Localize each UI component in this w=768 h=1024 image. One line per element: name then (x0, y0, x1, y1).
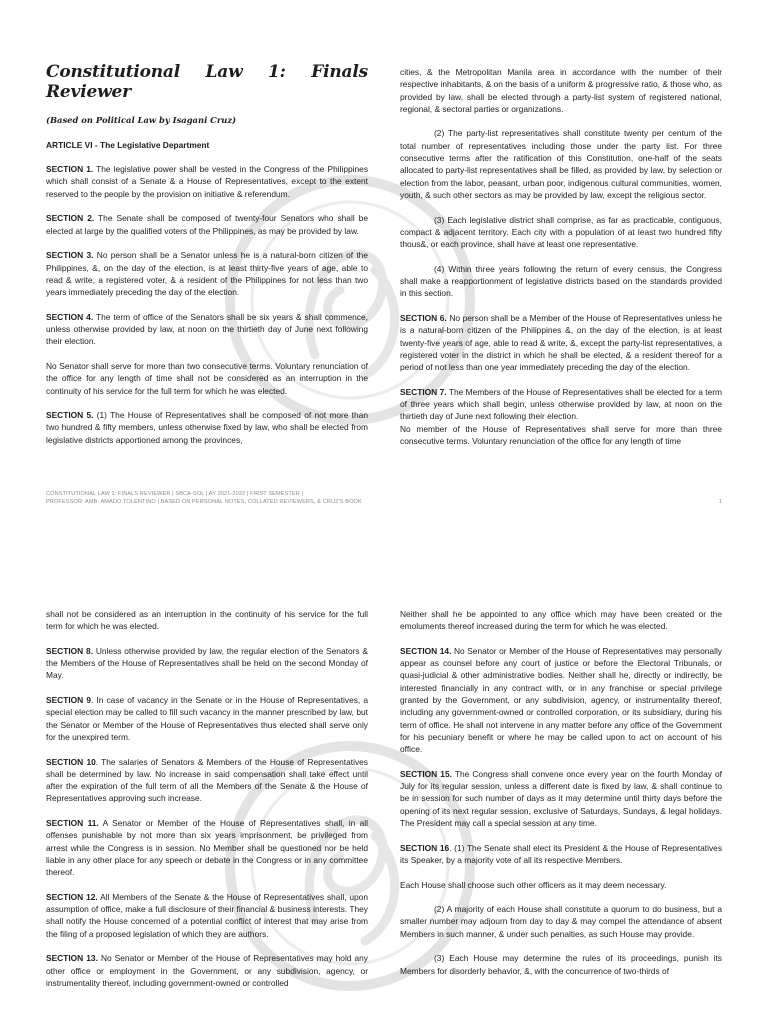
article-heading: ARTICLE VI - The Legislative Department (46, 139, 210, 150)
section-label: SECTION 16 (400, 842, 450, 853)
page-number: 1 (718, 499, 722, 505)
document-subtitle: (Based on Political Law by Isagani Cruz) (46, 115, 237, 126)
section-text: Each House shall choose such other officers as it may deem necessary. (400, 879, 667, 890)
section-paragraph (400, 386, 722, 423)
section-label: SECTION 14. (400, 645, 452, 656)
paragraph (46, 360, 368, 397)
document-page-2 (0, 606, 768, 1024)
paragraph (400, 952, 722, 977)
section-text: . (1) The Senate shall elect its President & the House of Representatives its Speaker, by a majority vote of all its respective Members. (400, 842, 723, 865)
section-text: cities, & the Metropolitan Manila area in accordance with the number of their respective inhabitants, & on the basis of a uniform & progressive ratio, & those who, as provided by law, shall be elected through a party-list system of registered national, regional, & sectoral parties or organizations. (400, 67, 722, 114)
document-title: Constitutional Law 1: Finals Reviewer (46, 62, 368, 102)
section-label: SECTION 4. (46, 311, 94, 322)
section-label: SECTION 7. (400, 386, 447, 397)
section-label: SECTION 12. (46, 891, 98, 902)
section-text: (2) A majority of each House shall constitute a quorum to do business, but a smaller number may adjourn from day to day & may compel the attendance of absent Members in such manner, & under such penalties, as such House may provide. (400, 904, 722, 939)
section-paragraph (46, 409, 368, 446)
section-paragraph (400, 645, 722, 756)
section-text: Unless otherwise provided by law, the regular election of the Senators & the Members of the House of Representatives shall be held on the second Monday of May. (46, 645, 368, 681)
section-paragraph (400, 768, 722, 829)
paragraph (400, 66, 722, 115)
section-text: No person shall be a Member of the House of Representatives unless he is a natural-born citizen of the Philippines &, on the day of the election, is at least twenty-five years of age, able to read & write, &, except the party-list representatives, a registered voter in the district in which he shall be elected, & a resident thereof for a period of not less than one year immediately preceding the day of the election. (400, 312, 722, 373)
page1-right-sections (400, 66, 722, 447)
section-text: (3) Each legislative district shall comprise, as far as practicable, contiguous, compact & adjacent territory. Each city with a population of at least two hundred fifty thous&, or each province, shall have at least one representative. (400, 214, 722, 250)
section-paragraph (46, 163, 368, 200)
section-text: No member of the House of Representatives shall serve for more than three consecutive terms. Voluntary renunciation of the office for any length of time (400, 423, 722, 446)
section-text: (3) Each House may determine the rules of its proceedings, punish its Members for disorderly behavior, &, with the concurrence of two-thirds of (400, 953, 722, 976)
section-text: The Congress shall convene once every year on the fourth Monday of July for its regular session, unless a different date is fixed by law, & shall continue to be in session for such number of days as it may determine until thirty days before the opening of its next regular session, exclusive of Saturdays, Sundays, & legal holidays. The President may call a special session at any time. (400, 768, 722, 829)
footer-line-1: CONSTITUTIONAL LAW 1: FINALS REVIEWER | SBCA-SOL | AY 2021-2022 | FIRST SEMESTER | (46, 491, 304, 497)
section-text: No Senator or Member of the House of Representatives may personally appear as counsel before any court of justice or before the Electoral Tribunals, or quasi-judicial & other administrative bodies. Neither shall he, directly or indirectly, be interested financially in any contract with, or in any franchise or special privilege granted by the Government, or any subdivision, agency, or instrumentality thereof, including any government-owned or controlled corporation, or its subsidiary, during his term of office. He shall not intervene in any matter before any office of the Government for his pecuniary benefit or where he may be called upon to act on account of his office. (400, 645, 722, 755)
section-text: shall not be considered as an interruption in the continuity of his service for the full term for which he was elected. (46, 609, 368, 632)
page1-right-column (400, 66, 722, 460)
section-text: No person shall be a Senator unless he is a natural-born citizen of the Philippines, &, on the day of the election, is at least thirty-five years of age, able to read & write, a registered voter, & a resident of the Philippines for not less than two years immediately preceding the day of the election. (46, 250, 368, 298)
section-text: The Senate shall be composed of twenty-four Senators who shall be elected at large by the qualified voters of the Philippines, as may be provided by law. (46, 213, 368, 236)
section-text: All Members of the Senate & the House of Representatives shall, upon assumption of office, make a full disclosure of their financial & business interests. They shall notify the House concerned of a potential conflict of interest that may arise from the filing of a proposed legislation of which they are authors. (46, 891, 369, 939)
section-paragraph (46, 756, 368, 805)
section-paragraph (46, 817, 368, 878)
section-text: (2) The party-list representatives shall constitute twenty per centum of the total number of representatives including those under the party list. For three consecutive terms after the ratification of this Constitution, one-half of the seats allocated to party-list representatives shall be filled, as provided by law, by selection or election from the labor, peasant, urban poor, indigenous cultural communities, women, youth, & such other sectors as may be provided by law, except the religious sector. (400, 128, 722, 200)
section-label: SECTION 15. (400, 768, 452, 779)
section-label: SECTION 1. (46, 164, 94, 175)
paragraph (400, 214, 722, 251)
section-paragraph (46, 212, 368, 237)
section-label: SECTION 3. (46, 250, 94, 261)
section-text: A Senator or Member of the House of Representatives shall, in all offenses punishable by not more than six years imprisonment, be privileged from arrest while the Congress is in session. No Member shall be questioned nor be held liable in any other place for any speech or debate in the Congress or in any committee thereof. (46, 818, 368, 878)
section-label: SECTION 2. (46, 213, 95, 224)
section-label: SECTION 6. (400, 312, 447, 323)
section-label: SECTION 9 (46, 695, 91, 706)
section-text: . In case of vacancy in the Senate or in the House of Representatives, a special election may be called to fill such vacancy in the manner prescribed by law, but the Senator or Member of the House of Representatives thus elected shall serve only for the unexpired term. (46, 695, 368, 742)
page1-left-sections (46, 163, 368, 446)
section-text: (1) The House of Representatives shall be composed of not more than two hundred & fifty members, unless otherwise fixed by law, who shall be elected from legislative districts apportioned among the provinces, (46, 410, 368, 445)
page-gap (0, 520, 768, 606)
section-paragraph (46, 311, 368, 348)
section-text: No Senator or Member of the House of Representatives may hold any other office or employment in the Government, or any subdivision, agency, or instrumentality thereof, including government-owned or controlled (46, 953, 368, 988)
footer-line-2: PROFESSOR: AMB. AMADO TOLENTINO | BASED ON PERSONAL NOTES, COLLATED REVIEWERS, & CRUZ'S BOOK (46, 499, 362, 505)
page2-right-sections (400, 608, 722, 977)
section-label: SECTION 5. (46, 410, 94, 421)
paragraph (400, 903, 722, 940)
page1-left-column (46, 62, 368, 458)
section-label: SECTION 8. (46, 645, 94, 656)
section-text: . The salaries of Senators & Members of the House of Representatives shall be determined by law. No increase in said compensation shall take effect until after the expiration of the full term of all the Members of the Senate & the House of Representatives approving such increase. (46, 756, 368, 804)
page2-left-sections (46, 608, 368, 989)
section-text: (4) Within three years following the return of every census, the Congress shall make a reapportionment of legislative districts based on the standards provided in this section. (400, 263, 722, 299)
section-paragraph (46, 645, 368, 682)
page-footer (46, 490, 722, 506)
section-label: SECTION 13. (46, 953, 98, 964)
page2-right-column (400, 608, 722, 989)
paragraph (46, 608, 368, 633)
paragraph (400, 879, 722, 891)
section-text: No Senator shall serve for more than two consecutive terms. Voluntary renunciation of the office for any length of time shall not be considered as an interruption in the continuity of his service for the full term for which he was elected. (46, 360, 368, 396)
section-text: The term of office of the Senators shall be six years & shall commence, unless otherwise provided by law, at noon on the thirtieth day of June next following their election. (46, 311, 368, 347)
section-text: The legislative power shall be vested in the Congress of the Philippines which shall consist of a Senate & a House of Representatives, except to the extent reserved to the people by the provision on initiative & referendum. (46, 164, 369, 199)
section-paragraph (46, 249, 368, 298)
paragraph (400, 423, 722, 448)
paragraph (400, 608, 722, 633)
section-paragraph (400, 312, 722, 373)
paragraph (400, 263, 722, 300)
section-text: Neither shall he be appointed to any office which may have been created or the emoluments thereof increased during the term for which he was elected. (400, 609, 722, 632)
page2-left-column (46, 608, 368, 1002)
section-label: SECTION 11. (46, 818, 99, 829)
section-paragraph (400, 842, 722, 867)
paragraph (400, 127, 722, 201)
section-paragraph (46, 694, 368, 743)
section-paragraph (46, 891, 368, 940)
section-paragraph (46, 952, 368, 989)
section-text: The Members of the House of Representatives shall be elected for a term of three years which shall begin, unless otherwise provided by law, at noon on the thirtieth day of June next following their election. (400, 386, 722, 422)
section-label: SECTION 10 (46, 756, 96, 767)
